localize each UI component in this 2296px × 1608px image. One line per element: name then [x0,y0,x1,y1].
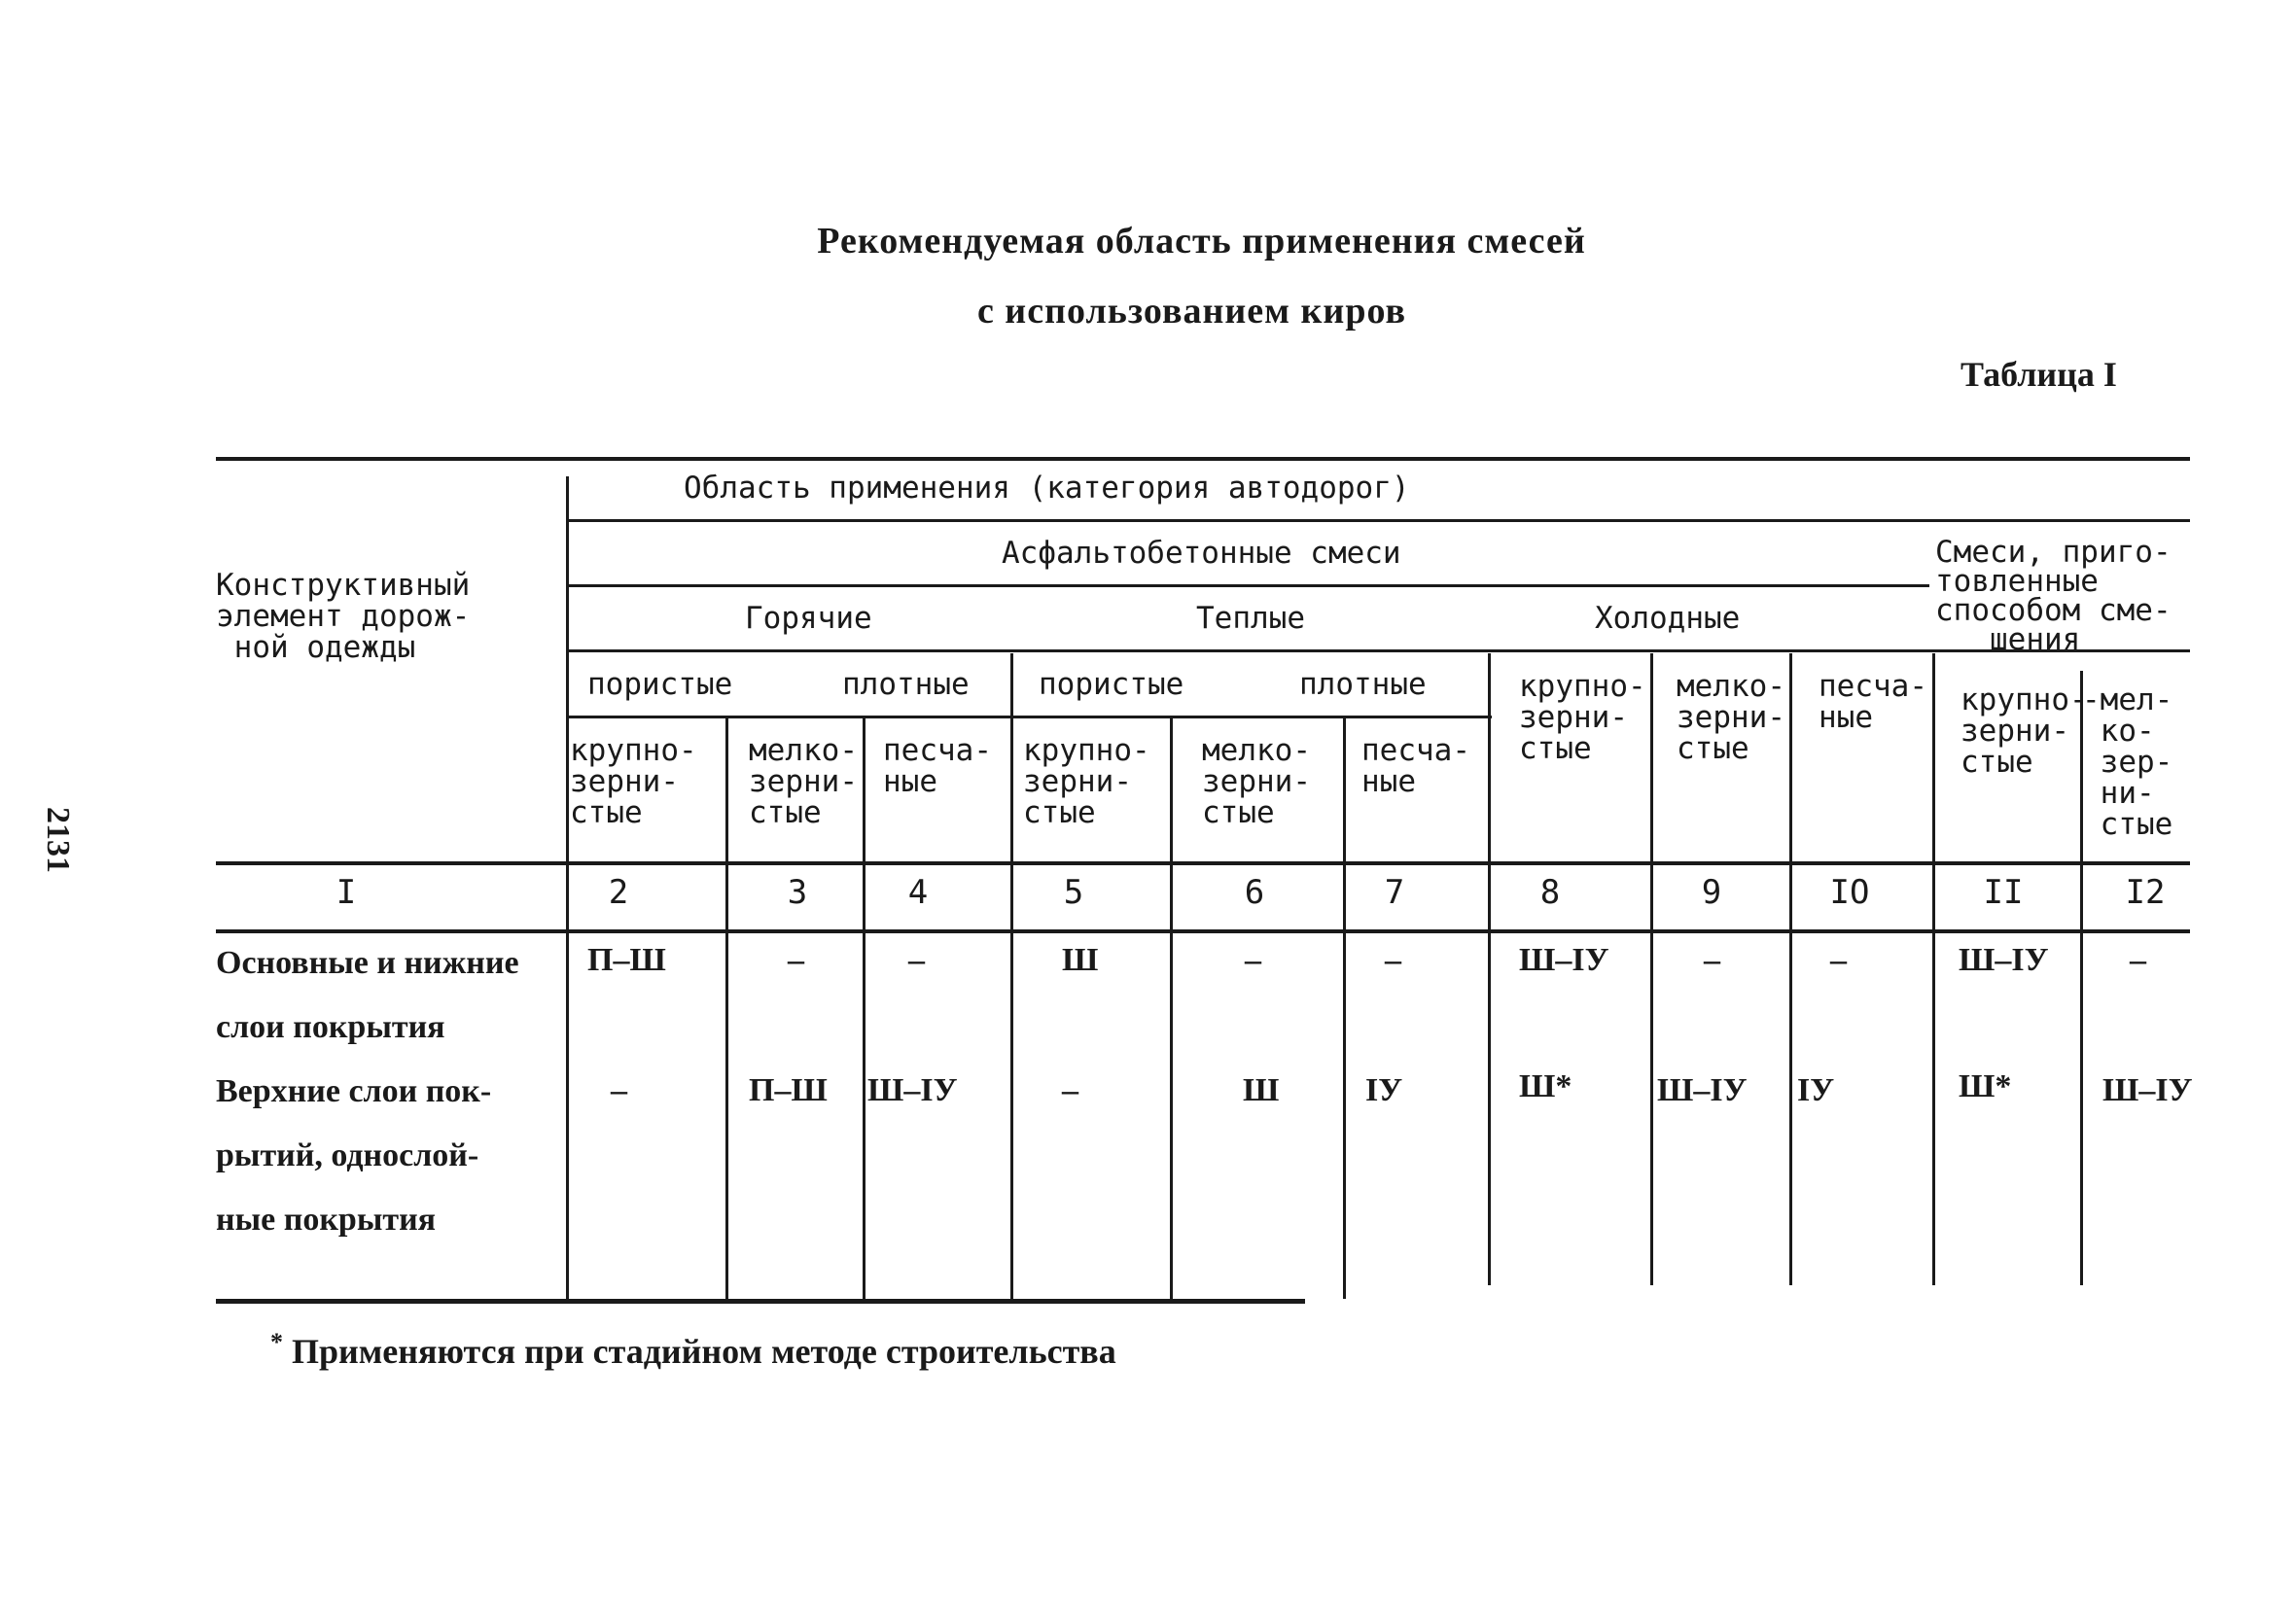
header-col4: песча- ные [883,733,992,799]
col-number-3: 3 [787,873,808,912]
vline-6 [1343,717,1346,1299]
cell-r2-c9: Ш–IУ [1657,1072,1748,1108]
header-col10: песча- ные [1819,669,1927,735]
cell-r1-c5: Ш [1062,942,1099,978]
footnote-text: Применяются при стадийном методе строительства [292,1332,1116,1371]
header-warm: Теплые [1196,601,1305,636]
col-number-9: 9 [1701,873,1722,912]
cell-r2-c12: Ш–IУ [2102,1072,2193,1108]
table-top-rule [216,457,2190,461]
col-number-2: 2 [608,873,629,912]
footnote-mark: * [270,1328,283,1356]
rule-area [568,519,2190,522]
header-col11: крупно- зерни- стые [1960,682,2088,780]
table-bottom-rule [216,1299,1305,1304]
header-hot-dense: плотные [842,667,970,702]
header-warm-porous: пористые [1039,667,1184,702]
header-col12: -мел- ко- зер- ни- стые [2082,682,2173,842]
row-label-base-layers: Основные и нижние слои покрытия [216,945,519,1045]
cell-r2-c7: IУ [1365,1072,1403,1108]
cell-r2-c8: Ш* [1519,1068,1572,1104]
vline-2 [725,717,728,1299]
cell-r1-c6: – [1245,942,1261,978]
vline-5 [1170,717,1173,1299]
header-hot: Горячие [745,601,872,636]
header-col7: песча- ные [1361,733,1470,799]
header-structural-element: Конструктивный элемент дорож- ной одежды [216,568,471,665]
cell-r1-c8: Ш–IУ [1519,942,1609,978]
cell-r1-c7: – [1385,942,1401,978]
col-number-7: 7 [1384,873,1405,912]
header-col2: крупно- зерни- стые [570,733,697,830]
cell-r2-c5: – [1062,1072,1078,1108]
vline-10 [1932,653,1935,1285]
col-number-1: I [336,873,357,912]
rule-asphalt [568,584,1929,587]
cell-r2-c4: Ш–IУ [867,1072,958,1108]
cell-r2-c10: IУ [1797,1072,1835,1108]
col-number-10: IO [1829,873,1870,912]
header-warm-dense: плотные [1299,667,1427,702]
cell-r2-c6: Ш [1243,1072,1280,1108]
header-application-area: Область применения (категория автодорог) [684,471,1410,506]
vline-8 [1650,653,1653,1285]
col-number-8: 8 [1539,873,1561,912]
side-page-number: 2131 [40,807,76,873]
cell-r2-c2: – [611,1072,627,1108]
header-prepared-mixes: Смеси, приго- товленные способом сме- шения [1935,535,2172,657]
header-col9: мелко- зерни- стые [1677,669,1785,766]
header-hot-porous: пористые [587,667,733,702]
cell-r1-c11: Ш–IУ [1959,942,2049,978]
title-line-1: Рекомендуемая область применения смесей [817,221,1586,262]
header-col5: крупно- зерни- стые [1023,733,1150,830]
cell-r2-c3: П–Ш [749,1072,828,1108]
header-asphalt-mixes: Асфальтобетонные смеси [1002,536,1401,571]
row-label-top-layers: Верхние слои пок- рытий, однослой- ные покрытия [216,1073,492,1238]
col-number-11: II [1983,873,2024,912]
cell-r1-c12: – [2130,942,2146,978]
rule-subtype [568,716,1492,718]
vline-9 [1789,653,1792,1285]
vline-7 [1488,653,1491,1285]
cell-r2-c11: Ш* [1959,1068,2012,1104]
title-line-2: с использованием киров [976,291,1407,332]
rule-header-bottom [216,861,2190,865]
vline-1 [566,476,569,1299]
table-label: Таблица I [1960,355,2117,394]
header-col3: мелко- зерни- стые [749,733,858,830]
cell-r1-c9: – [1704,942,1720,978]
cell-r1-c10: – [1830,942,1847,978]
col-number-5: 5 [1063,873,1084,912]
col-number-4: 4 [907,873,929,912]
col-number-12: I2 [2125,873,2166,912]
header-col6: мелко- зерни- стые [1202,733,1311,830]
vline-4 [1010,653,1013,1299]
vline-3 [863,717,865,1299]
header-cold: Холодные [1595,601,1741,636]
footnote [270,1328,1116,1372]
col-number-6: 6 [1244,873,1265,912]
cell-r1-c2: П–Ш [587,942,666,978]
header-col8: крупно- зерни- стые [1519,669,1646,766]
cell-r1-c4: – [908,942,925,978]
cell-r1-c3: – [788,942,804,978]
